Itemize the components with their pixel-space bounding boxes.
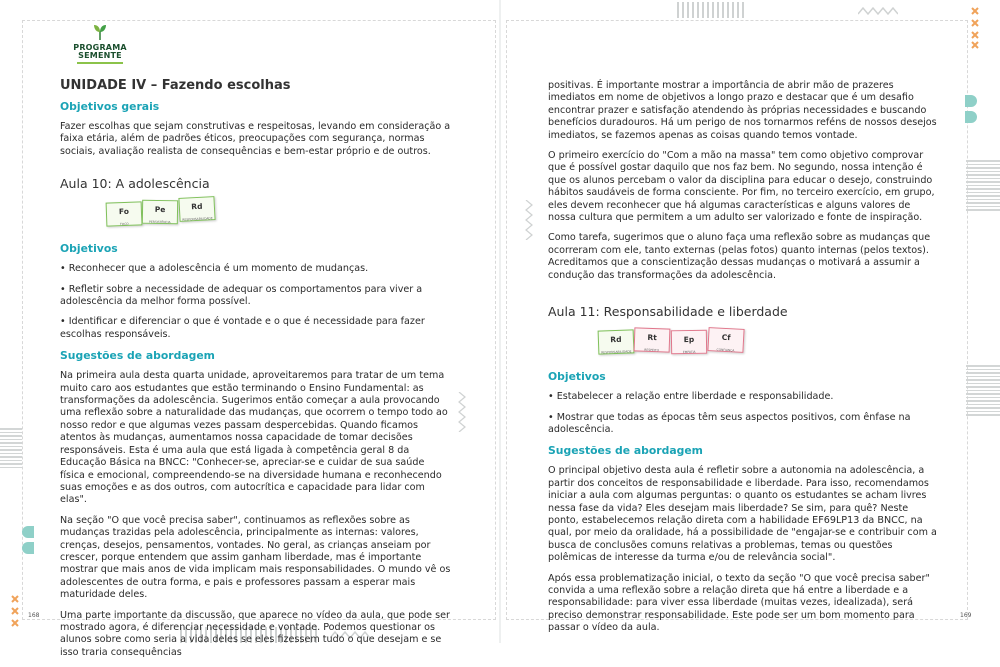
body-paragraph: Uma parte importante da discussão, que aparece no vídeo da aula, que pode ser mostrado agora, é diferenciar necessidade e vontade. Podemos questionar os alunos sobre como seria a vida deles se eles fizessem tudo o que desejam e se isso traria consequências [60, 609, 450, 658]
teal-tab-decoration [965, 95, 977, 129]
objetivo-bullet: • Estabelecer a relação entre liberdade e responsabilidade. [548, 391, 834, 403]
card-rd: Rd RESPONSABILIDADE [178, 196, 215, 222]
cross-pattern-icon-left [10, 594, 24, 638]
logo-underline [77, 62, 123, 64]
body-paragraph: Como tarefa, sugerimos que o aluno faça uma reflexão sobre as mudanças que ocorreram com ele, tanto externas (pelas fotos) quanto internas (pelos textos). Acreditamos que a conscientização dessas mudanças o motivará a assumir a condução das transformações da adolescência. [548, 232, 931, 281]
body-paragraph: positivas. É importante mostrar a importância de abrir mão de prazeres imediatos em nome de objetivos a longo prazo e destacar que é um desafio encontrar prazer e satisfação atendendo às próprias necessidades e buscando benefícios duradouros. Há um perigo de nos tornarmos reféns de nossos desejos imediatos, se fazemos apenas as coisas quando temos vontade. [548, 80, 937, 141]
card-fo: Fo FOCO [106, 202, 143, 227]
zigzag-icon [858, 6, 898, 16]
page-number-left: 168 [28, 612, 40, 619]
cross-pattern-icon [970, 6, 984, 54]
page-number-right: 169 [960, 612, 972, 619]
objetivos-heading: Objetivos [60, 242, 118, 256]
page-fold [499, 0, 501, 643]
objetivo-bullet: • Mostrar que todas as épocas têm seus aspectos positivos, com ênfase na adolescência. [548, 411, 911, 435]
body-paragraph: O principal objetivo desta aula é refletir sobre a autonomia na adolescência, a partir dos conceitos de responsabilidade e liberdade. Para isso, recomendamos iniciar a aula com algumas perguntas: o quanto os estudantes se acham livres nessa fase da vida? Eles desejam mais liberdade? Se sim, para quê? Neste ponto, estabelecemos relação direta com a habilidade EF69LP13 da BNCC, na qual, por meio da oralidade, há a possibilidade de "engajar-se e contribuir com a busca de conclusões comuns relativas a problemas, temas ou questões polêmicas de interesse da turma e/ou de relevância social". [548, 465, 937, 564]
logo-line-1: PROGRAMA [73, 43, 127, 52]
objetivos-gerais-text: Fazer escolhas que sejam construtivas e respeitosas, levando em consideração a faixa etária, além de padrões éticos, preocupações com segurança, normas sociais, avaliação realista de consequências e bem-estar próprio e de outros. [60, 121, 451, 157]
objetivos-heading: Objetivos [548, 370, 606, 384]
top-stripes-decoration [677, 2, 747, 18]
sugestoes-heading: Sugestões de abordagem [548, 444, 703, 458]
right-stripes-decoration [966, 160, 1000, 213]
objetivo-bullet: • Reconhecer que a adolescência é um momento de mudanças. [60, 263, 369, 275]
right-column [548, 80, 940, 643]
left-column [60, 78, 452, 667]
objetivos-gerais-heading: Objetivos gerais [60, 100, 160, 113]
body-paragraph: O primeiro exercício do "Com a mão na massa" tem como objetivo comprovar que é possível gostar daquilo que nos faz bem. No segundo, nossa intenção é que os alunos percebam o valor da disciplina para educar o desejo, construindo hábitos saudáveis de forma consciente. Por fim, no terceiro exercício, em grupo, eles devem reconhecer que há algumas características e alguns valores de nossa cultura que permitem a um adulto ser valorizado e fonte de inspiração. [548, 150, 935, 224]
body-paragraph: Após essa problematização inicial, o texto da seção "O que você precisa saber" convida a uma reflexão sobre a relação direta que há entre a liberdade e a responsabilidade: para viver essa liberdade (muitas vezes, idealizada), será preciso demonstrar responsabilidade. Este pode ser um bom momento para passar o vídeo da aula. [548, 572, 930, 634]
right-stripes-decoration-2 [966, 365, 1000, 418]
zigzag-vertical-icon [524, 200, 534, 240]
objetivo-bullet: • Refletir sobre a necessidade de adequar os comportamentos para viver a adolescência da melhor forma possível. [60, 283, 423, 308]
zigzag-vertical-icon-2 [457, 392, 467, 432]
objetivo-bullet: • Identificar e diferenciar o que é vontade e o que é necessidade para fazer escolhas responsáveis. [60, 316, 425, 340]
left-stripes-decoration [0, 428, 22, 470]
aula-11-cards [598, 328, 940, 362]
card-ep: Ep EMPATIA [671, 330, 707, 355]
aula-10-cards [106, 200, 452, 234]
card-rd: Rd RESPONSABILIDADE [598, 329, 635, 354]
body-paragraph: Na seção "O que você precisa saber", continuamos as reflexões sobre as mudanças trazidas pela adolescência, principalmente as internas: valores, crenças, desejos, pensamentos, vontades. No geral, as crianças anseiam por crescer, porque entendem que assim ganham liberdade, mas é importante mostrar que mais anos de vida implicam mais responsabilidades. O mundo vê os adolescentes de outra forma, e pais e professores passam a esperar mais maturidade deles. [60, 514, 451, 601]
card-pe: Pe PERSISTÊNCIA [142, 200, 178, 225]
teal-tab-decoration-left [22, 526, 34, 560]
logo-line-2: SEMENTE [78, 51, 122, 60]
card-rt: Rt RESPEITO [634, 327, 671, 352]
card-cf: Cf CONFIANÇA [707, 327, 744, 353]
body-paragraph: Na primeira aula desta quarta unidade, aproveitaremos para tratar de um tema muito caro aos estudantes que estão terminando o Ensino Fundamental: as transformações da adolescência. Sugerimos então começar a aula provocando uma reflexão sobre a naturalidade das mudanças, que ocorrem o tempo todo ao nosso redor e que algumas vezes passam despercebidas. Quando ficamos atentos às mudanças, aumentamos nossa capacidade de tomar decisões responsáveis. Esta é uma aula que está ligada à competência geral 8 da Educação Básica na BNCC: "Conhecer-se, apreciar-se e cuidar de sua saúde física e emocional, compreendendo-se na diversidade humana e reconhecendo suas emoções e as dos outros, com autocrítica e capacidade para lidar com elas". [60, 370, 448, 506]
sprout-icon [93, 24, 107, 40]
aula-10-title: Aula 10: A adolescência [60, 176, 210, 192]
sugestoes-heading: Sugestões de abordagem [60, 349, 215, 363]
unit-title: UNIDADE IV – Fazendo escolhas [60, 78, 291, 93]
aula-11-title: Aula 11: Responsabilidade e liberdade [548, 304, 788, 320]
programa-semente-logo [70, 24, 130, 70]
